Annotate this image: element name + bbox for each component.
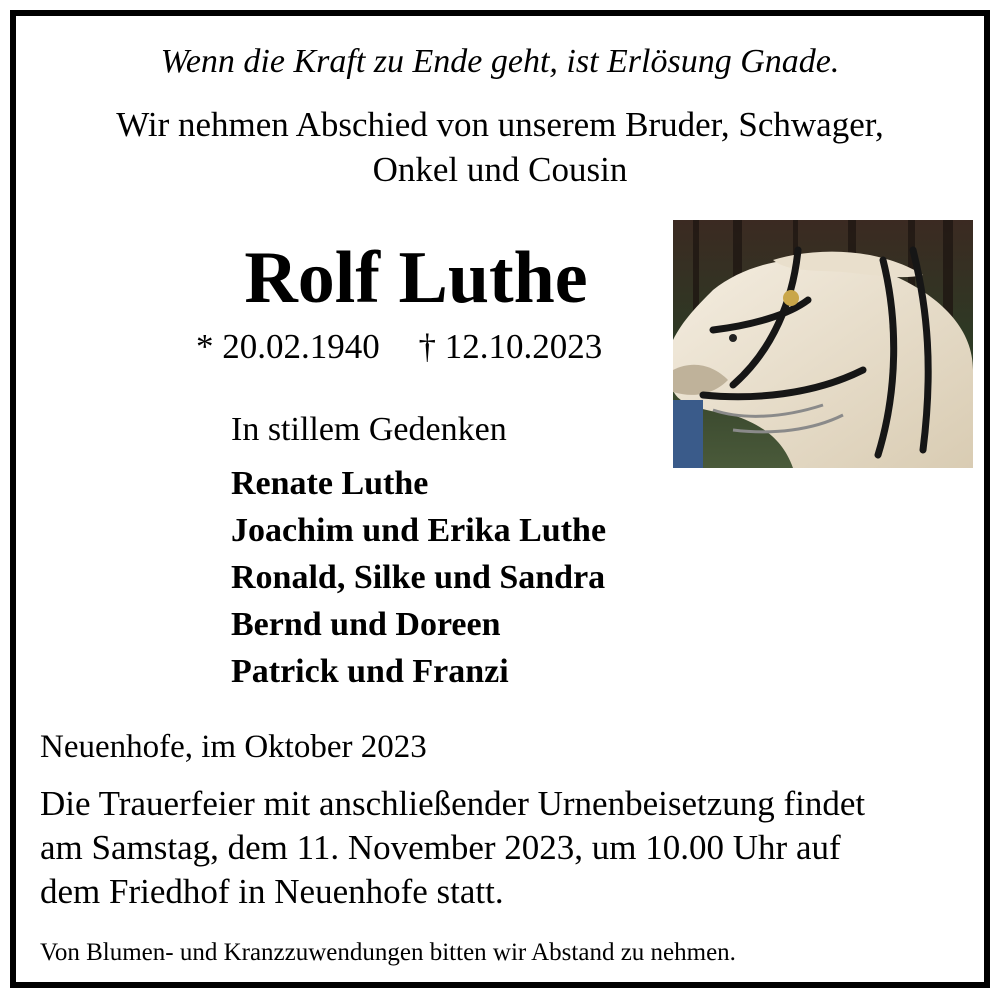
flowers-note: Von Blumen- und Kranzzuwendungen bitten wir Abstand zu nehmen. (40, 939, 736, 966)
obituary-notice (10, 10, 990, 988)
memory-label: In stillem Gedenken (231, 411, 507, 448)
mourner-item: Ronald, Silke und Sandra (231, 559, 606, 596)
horse-photo-image (673, 220, 973, 468)
motto-quote: Wenn die Kraft zu Ende geht, ist Erlösung Gnade. (160, 43, 840, 80)
ceremony-line-1: Die Trauerfeier mit anschließender Urnenbeisetzung findet (40, 784, 866, 823)
farewell-line-1: Wir nehmen Abschied von unserem Bruder, Schwager, (116, 105, 884, 144)
deceased-name: Rolf Luthe (244, 237, 588, 319)
farewell-line-2: Onkel und Cousin (372, 150, 628, 189)
life-dates (196, 326, 696, 368)
mourners-list (231, 460, 606, 695)
place-date: Neuenhofe, im Oktober 2023 (40, 729, 427, 765)
farewell-text (16, 102, 984, 192)
mourner-item: Renate Luthe (231, 465, 429, 502)
birth-date: * 20.02.1940 (196, 327, 380, 366)
mourner-item: Bernd und Doreen (231, 606, 501, 643)
ceremony-line-2: am Samstag, dem 11. November 2023, um 10.00 Uhr auf (40, 828, 841, 867)
horse-photo (673, 220, 973, 468)
ceremony-line-3: dem Friedhof in Neuenhofe statt. (40, 872, 504, 911)
ceremony-info (40, 782, 970, 914)
mourner-item: Joachim und Erika Luthe (231, 512, 607, 549)
death-date: † 12.10.2023 (418, 327, 603, 366)
mourner-item: Patrick und Franzi (231, 653, 509, 690)
